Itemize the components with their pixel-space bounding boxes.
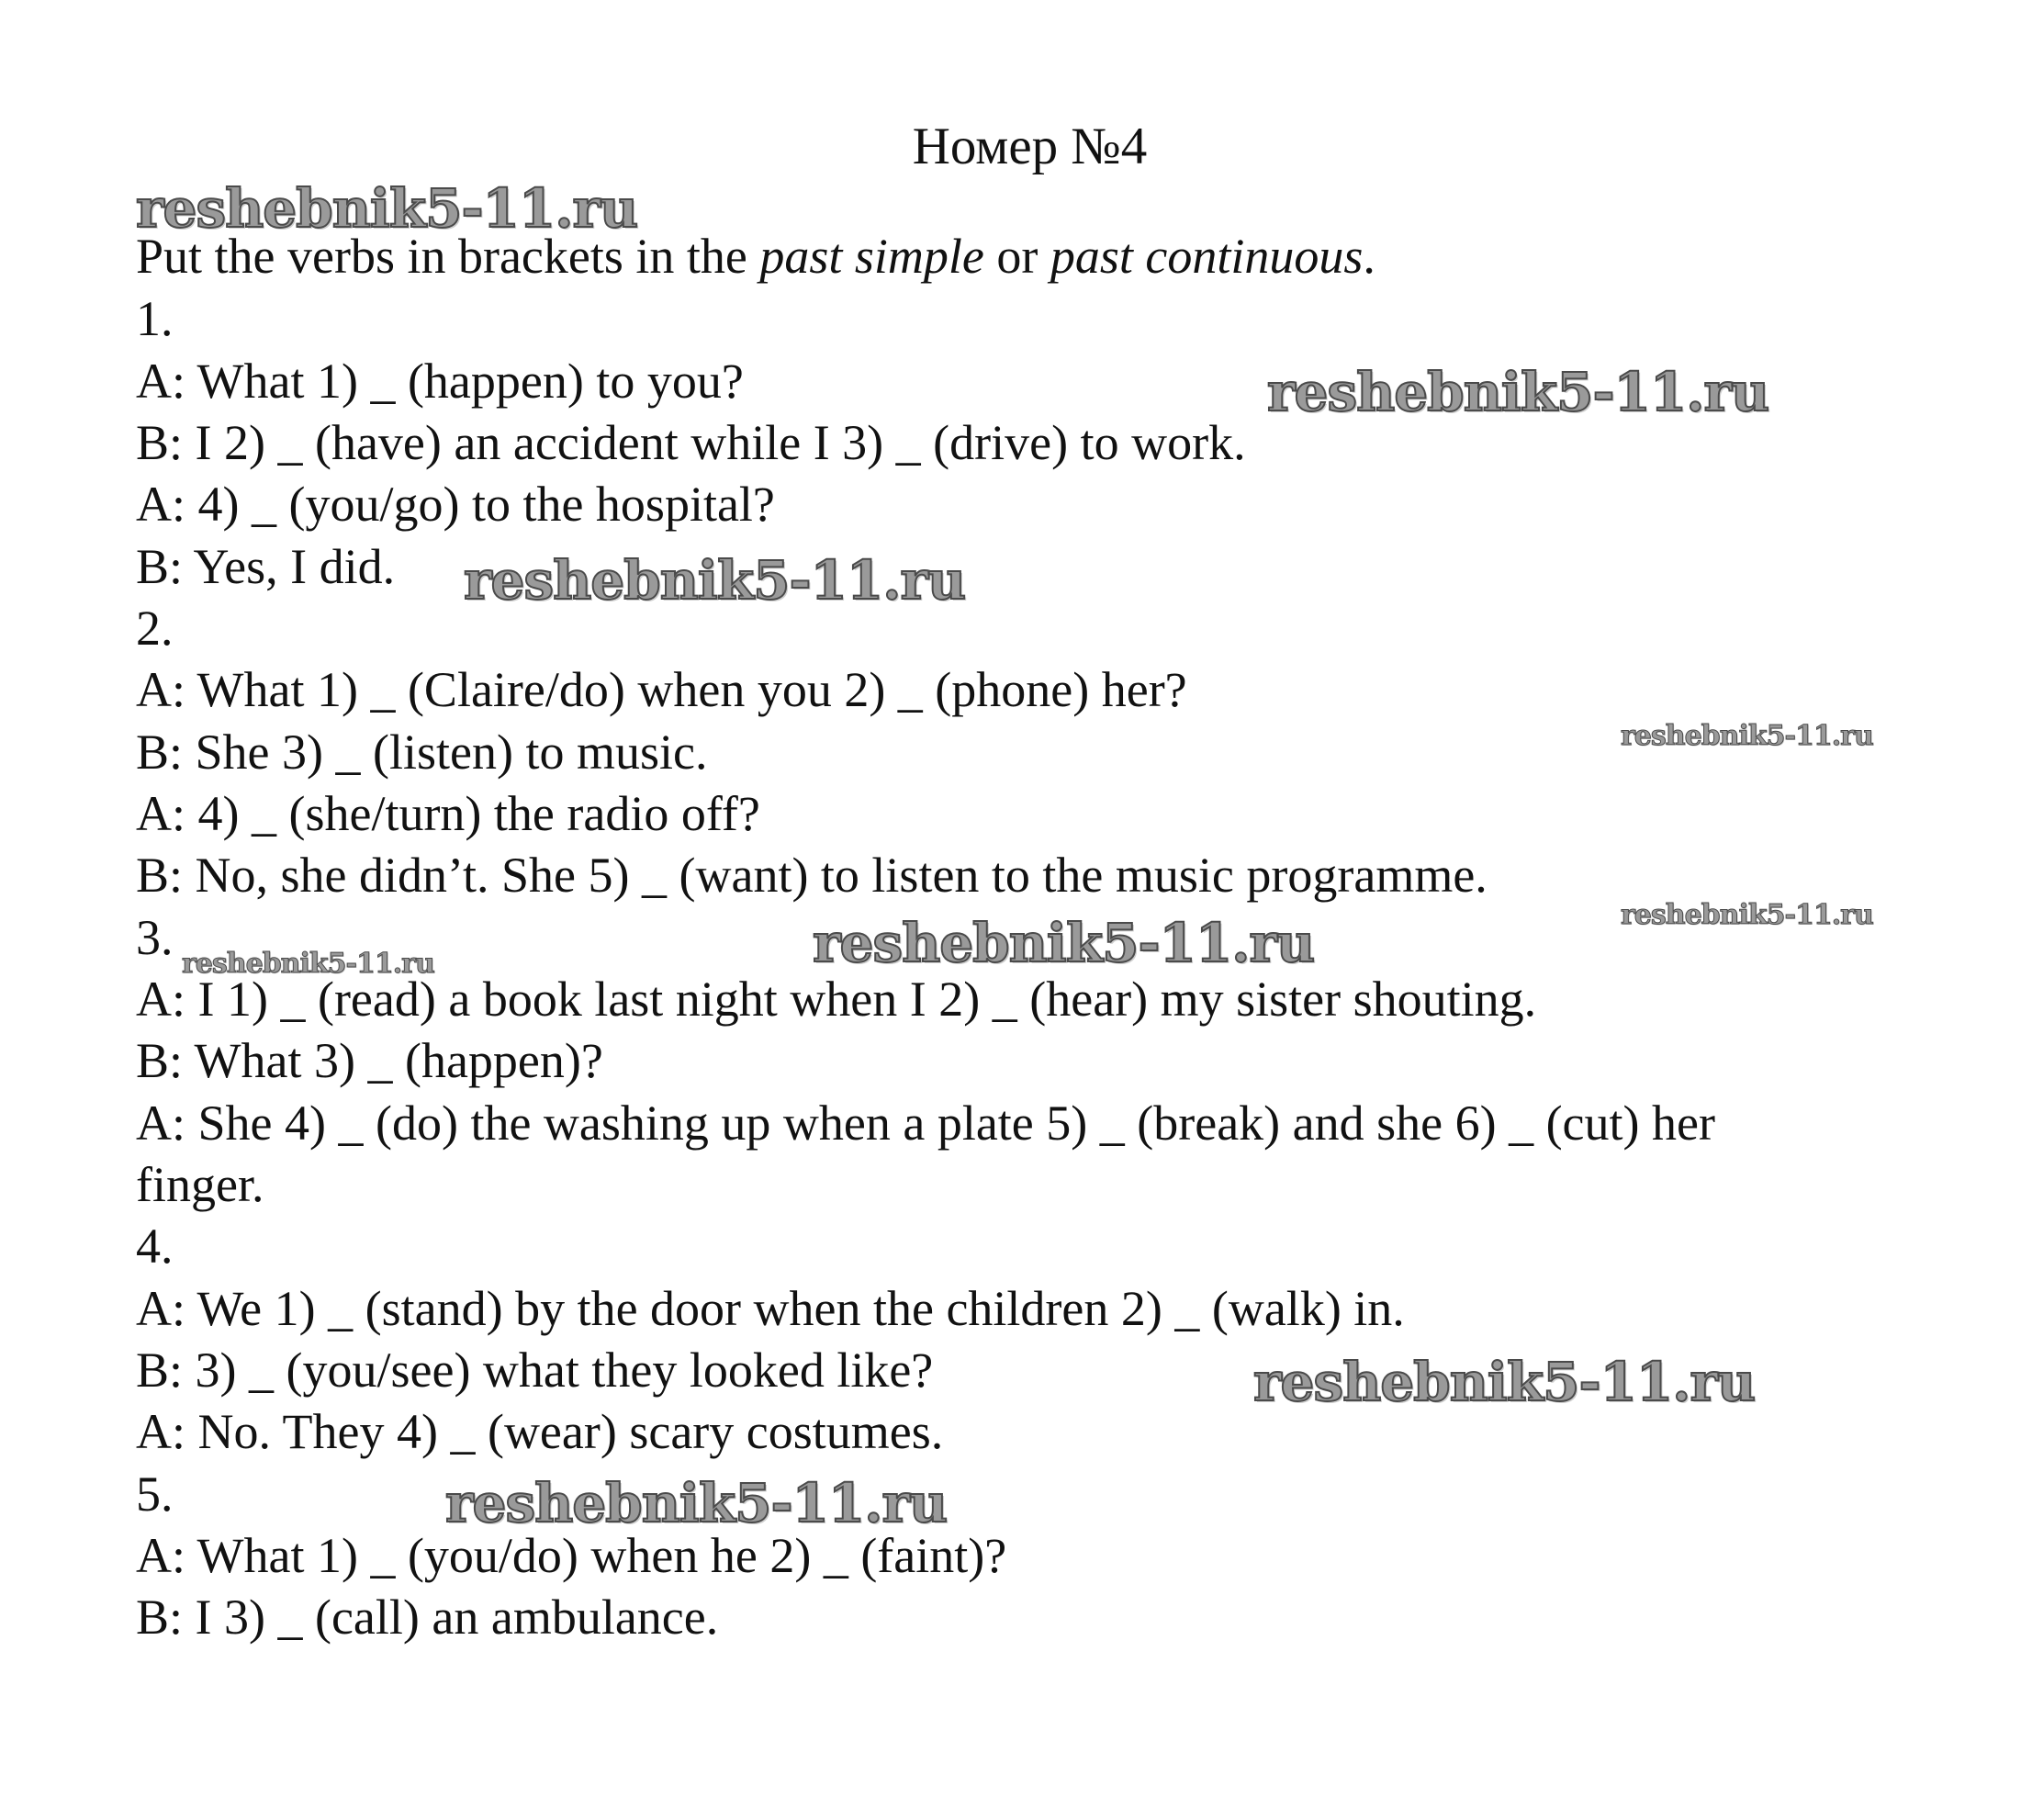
watermark: reshebnik5-11.ru (1621, 899, 1873, 931)
dialogue-line: A: 4) _ (you/go) to the hospital? (136, 477, 775, 532)
dialogue-line: A: 4) _ (she/turn) the radio off? (136, 786, 760, 841)
section-number: 4. (136, 1219, 174, 1274)
section-number: 2. (136, 601, 174, 656)
dialogue-line: A: We 1) _ (stand) by the door when the children 2) _ (walk) in. (136, 1281, 1405, 1336)
dialogue-line: A: No. They 4) _ (wear) scary costumes. (136, 1404, 944, 1459)
dialogue-line: A: I 1) _ (read) a book last night when I 2) _ (hear) my sister shouting. (136, 972, 1537, 1027)
dialogue-line-continuation: finger. (136, 1157, 264, 1212)
watermark: reshebnik5-11.ru (136, 177, 638, 240)
instruction (136, 226, 1375, 286)
watermark: reshebnik5-11.ru (1621, 720, 1873, 752)
section-number: 5. (136, 1466, 174, 1522)
dialogue-line: B: I 3) _ (call) an ambulance. (136, 1590, 719, 1645)
dialogue-line: B: She 3) _ (listen) to music. (136, 725, 708, 780)
dialogue-line: B: I 2) _ (have) an accident while I 3) _ (drive) to work. (136, 415, 1246, 470)
watermark: reshebnik5-11.ru (464, 549, 966, 612)
watermark: reshebnik5-11.ru (445, 1472, 948, 1534)
instruction-suffix: . (1363, 229, 1375, 284)
dialogue-line: B: 3) _ (you/see) what they looked like? (136, 1343, 934, 1398)
dialogue-line: A: What 1) _ (you/do) when he 2) _ (faint)? (136, 1528, 1007, 1583)
instruction-prefix: Put the verbs in brackets in the (136, 229, 760, 284)
dialogue-line: B: Yes, I did. (136, 539, 396, 594)
dialogue-line: A: What 1) _ (happen) to you? (136, 354, 744, 409)
page-title: Номер №4 (912, 118, 1148, 175)
dialogue-line: A: What 1) _ (Claire/do) when you 2) _ (phone) her? (136, 662, 1187, 717)
watermark: reshebnik5-11.ru (182, 948, 434, 980)
watermark: reshebnik5-11.ru (1267, 361, 1769, 423)
section-number: 3. (136, 910, 174, 965)
instruction-term-past-continuous: past continuous (1050, 229, 1364, 284)
dialogue-line: A: She 4) _ (do) the washing up when a plate 5) _ (break) and she 6) _ (cut) her (136, 1095, 1715, 1151)
dialogue-line: B: No, she didn’t. She 5) _ (want) to listen to the music programme. (136, 848, 1488, 903)
section-number: 1. (136, 291, 174, 346)
instruction-term-past-simple: past simple (759, 229, 984, 284)
dialogue-line: B: What 3) _ (happen)? (136, 1033, 603, 1088)
watermark: reshebnik5-11.ru (1253, 1351, 1756, 1413)
instruction-middle: or (983, 229, 1050, 284)
watermark: reshebnik5-11.ru (813, 912, 1315, 974)
